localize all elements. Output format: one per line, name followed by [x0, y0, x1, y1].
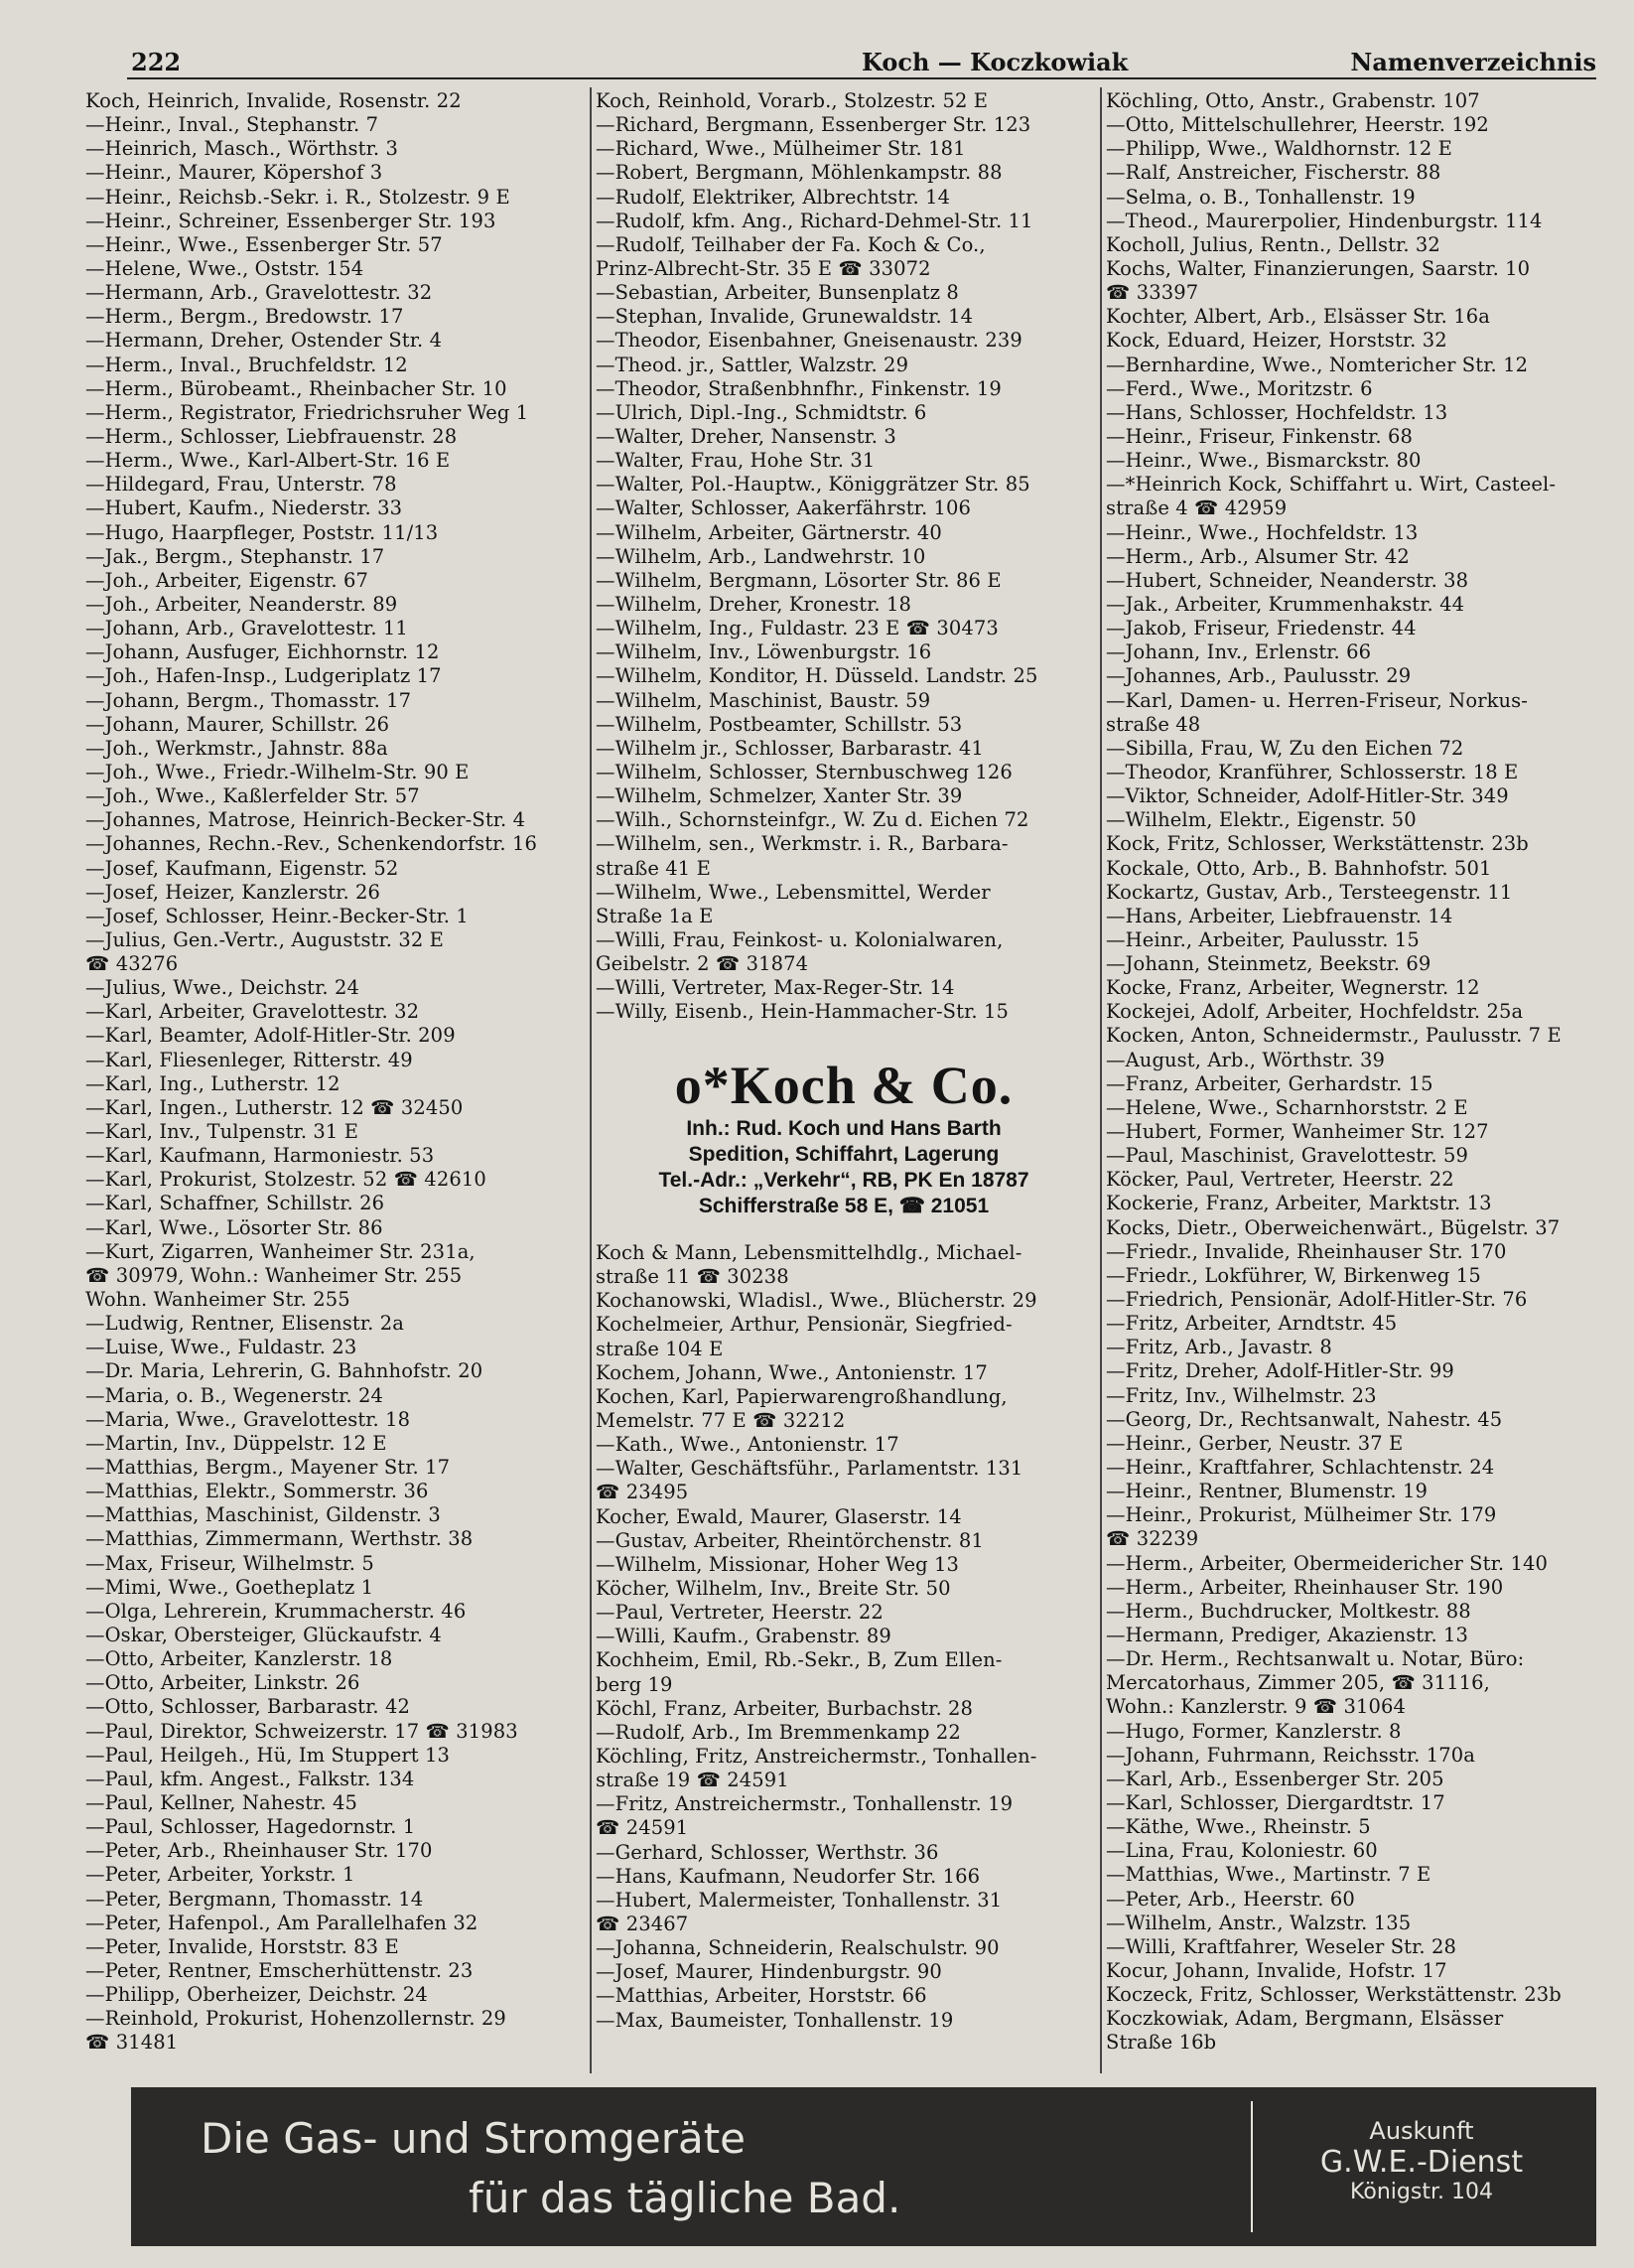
directory-entry-line: —Martin, Inv., Düppelstr. 12 E: [85, 1431, 387, 1455]
directory-entry-line: —Richard, Wwe., Mülheimer Str. 181: [596, 137, 966, 161]
directory-column-2-top: [596, 89, 1072, 1024]
directory-entry-line: —Matthias, Arbeiter, Horststr. 66: [596, 1984, 927, 2008]
directory-entry-line: Köcher, Wilhelm, Inv., Breite Str. 50: [596, 1576, 951, 1600]
directory-entry-line: —Hermann, Dreher, Ostender Str. 4: [85, 329, 443, 353]
directory-entry-line: —Joh., Wwe., Friedr.-Wilhelm-Str. 90 E: [85, 760, 470, 783]
directory-entry-line: —Viktor, Schneider, Adolf-Hitler-Str. 349: [1106, 784, 1509, 808]
directory-entry-line: —Oskar, Obersteiger, Glückaufstr. 4: [85, 1624, 442, 1646]
directory-entry-line: —Stephan, Invalide, Grunewaldstr. 14: [596, 305, 974, 329]
directory-entry-line: —Fritz, Arbeiter, Arndtstr. 45: [1106, 1312, 1398, 1336]
directory-entry-line: —Hermann, Arb., Gravelottestr. 32: [85, 281, 433, 305]
directory-entry-line: —Mimi, Wwe., Goetheplatz 1: [85, 1575, 374, 1599]
directory-entry-line: —Wilhelm, Ing., Fuldastr. 23 E ☎ 30473: [596, 617, 999, 640]
directory-entry-line: ☎ 33397: [1106, 281, 1199, 305]
directory-entry-line: —Paul, Maschinist, Gravelottestr. 59: [1106, 1144, 1469, 1168]
directory-entry-line: —Karl, Damen- u. Herren-Friseur, Norkus-: [1106, 688, 1528, 712]
directory-entry-line: —Johann, Inv., Erlenstr. 66: [1106, 640, 1372, 664]
directory-entry-line: —Ralf, Anstreicher, Fischerstr. 88: [1106, 161, 1441, 185]
directory-entry-line: —Karl, Arb., Essenberger Str. 205: [1106, 1767, 1444, 1790]
directory-entry-line: Memelstr. 77 E ☎ 32212: [596, 1408, 846, 1432]
directory-entry-line: —Maria, Wwe., Gravelottestr. 18: [85, 1407, 411, 1431]
directory-entry-line: —Johannes, Rechn.-Rev., Schenkendorfstr. 16: [85, 832, 538, 856]
directory-entry-line: —Wilhelm, Missionar, Hoher Weg 13: [596, 1552, 960, 1576]
directory-entry-line: —Theod. jr., Sattler, Walzstr. 29: [596, 353, 909, 376]
directory-entry-line: —Georg, Dr., Rechtsanwalt, Nahestr. 45: [1106, 1407, 1503, 1431]
directory-entry-line: Kochelmeier, Arthur, Pensionär, Siegfried-: [596, 1313, 1013, 1337]
directory-entry-line: ☎ 43276: [85, 952, 179, 976]
directory-entry-line: Straße 16b: [1106, 2031, 1217, 2055]
directory-entry-line: —Karl, Schaffner, Schillstr. 26: [85, 1192, 385, 1215]
directory-entry-line: —Karl, Schlosser, Diergardtstr. 17: [1106, 1790, 1445, 1814]
directory-entry-line: ☎ 23467: [596, 1912, 689, 1935]
section-title: Namenverzeichnis: [1350, 48, 1596, 76]
directory-entry-line: —Hubert, Kaufm., Niederstr. 33: [85, 496, 403, 520]
directory-entry-line: —Luise, Wwe., Fuldastr. 23: [85, 1336, 357, 1359]
directory-entry-line: —Paul, Heilgeh., Hü, Im Stuppert 13: [85, 1743, 451, 1767]
directory-entry-line: —Selma, o. B., Tonhallenstr. 19: [1106, 185, 1416, 209]
directory-entry-line: —Gustav, Arbeiter, Rheintörchenstr. 81: [596, 1528, 984, 1552]
directory-entry-line: —Karl, Wwe., Lösorter Str. 86: [85, 1215, 383, 1239]
directory-entry-line: —Kurt, Zigarren, Wanheimer Str. 231a,: [85, 1239, 476, 1263]
directory-entry-line: —Johann, Fuhrmann, Reichsstr. 170a: [1106, 1743, 1475, 1767]
directory-entry-line: —Walter, Geschäftsführ., Parlamentstr. 131: [596, 1457, 1023, 1481]
koch-co-advertisement: [596, 1055, 1092, 1223]
directory-entry-line: —Wilhelm, Postbeamter, Schillstr. 53: [596, 712, 963, 736]
directory-entry-line: —*Heinrich Kock, Schiffahrt u. Wirt, Casteel-: [1106, 473, 1557, 496]
directory-entry-line: —Wilhelm, Elektr., Eigenstr. 50: [1106, 808, 1417, 832]
directory-entry-line: —Theod., Maurerpolier, Hindenburgstr. 114: [1106, 209, 1543, 232]
directory-entry-line: —Herm., Bergm., Bredowstr. 17: [85, 305, 404, 329]
directory-entry-line: —Helene, Wwe., Oststr. 154: [85, 256, 364, 280]
directory-entry-line: —Hugo, Former, Kanzlerstr. 8: [1106, 1719, 1402, 1743]
directory-entry-line: —Hans, Schlosser, Hochfeldstr. 13: [1106, 400, 1448, 424]
banner-contact-label: Auskunft: [1369, 2117, 1474, 2145]
directory-entry-line: —Fritz, Dreher, Adolf-Hitler-Str. 99: [1106, 1359, 1454, 1383]
directory-entry-line: —Herm., Arb., Alsumer Str. 42: [1106, 544, 1410, 568]
directory-entry-line: —Peter, Arb., Rheinhauser Str. 170: [85, 1839, 433, 1863]
directory-entry-line: —Herm., Schlosser, Liebfrauenstr. 28: [85, 424, 458, 448]
directory-entry-line: —Josef, Kaufmann, Eigenstr. 52: [85, 856, 399, 880]
directory-entry-line: Kockejei, Adolf, Arbeiter, Hochfeldstr. 25a: [1106, 1000, 1524, 1024]
ad-telegram: Tel.-Adr.: „Verkehr“, RB, PK En 18787: [658, 1169, 1029, 1192]
directory-entry-line: —Theodor, Straßenbhnfhr., Finkenstr. 19: [596, 376, 1002, 400]
directory-entry-line: —Herm., Wwe., Karl-Albert-Str. 16 E: [85, 449, 451, 473]
directory-entry-line: —Heinr., Wwe., Hochfeldstr. 13: [1106, 520, 1419, 544]
directory-entry-line: ☎ 30979, Wohn.: Wanheimer Str. 255: [85, 1263, 463, 1287]
directory-entry-line: —Fritz, Anstreichermstr., Tonhallenstr. 19: [596, 1792, 1014, 1816]
directory-entry-line: —Karl, Prokurist, Stolzestr. 52 ☎ 42610: [85, 1168, 486, 1192]
directory-entry-line: —Josef, Maurer, Hindenburgstr. 90: [596, 1960, 942, 1984]
directory-entry-line: —Bernhardine, Wwe., Nomtericher Str. 12: [1106, 353, 1529, 376]
directory-entry-line: —Wilhelm, Wwe., Lebensmittel, Werder: [596, 880, 991, 904]
directory-entry-line: Köchling, Otto, Anstr., Grabenstr. 107: [1106, 89, 1480, 112]
directory-entry-line: —Paul, Vertreter, Heerstr. 22: [596, 1601, 884, 1625]
directory-entry-line: —Paul, Kellner, Nahestr. 45: [85, 1790, 358, 1814]
directory-entry-line: —Willi, Kaufm., Grabenstr. 89: [596, 1625, 891, 1648]
directory-entry-line: —Matthias, Elektr., Sommerstr. 36: [85, 1480, 429, 1503]
directory-entry-line: —Walter, Dreher, Nansenstr. 3: [596, 424, 896, 448]
directory-entry-line: —Hildegard, Frau, Unterstr. 78: [85, 473, 397, 496]
directory-entry-line: —Heinr., Gerber, Neustr. 37 E: [1106, 1431, 1404, 1455]
directory-entry-line: —Johannes, Arb., Paulusstr. 29: [1106, 664, 1412, 688]
directory-entry-line: —Paul, Direktor, Schweizerstr. 17 ☎ 31983: [85, 1719, 518, 1743]
directory-entry-line: berg 19: [596, 1672, 673, 1696]
directory-entry-line: —Kath., Wwe., Antonienstr. 17: [596, 1433, 899, 1457]
banner-slogan: [201, 2109, 900, 2228]
directory-entry-line: —Herm., Registrator, Friedrichsruher Weg 1: [85, 400, 529, 424]
column-divider: [590, 87, 592, 2073]
directory-entry-line: —Hubert, Former, Wanheimer Str. 127: [1106, 1120, 1489, 1144]
banner-contact: [1273, 2117, 1570, 2204]
directory-entry-line: —Käthe, Wwe., Rheinstr. 5: [1106, 1815, 1371, 1839]
directory-entry-line: Köchling, Fritz, Anstreichermstr., Tonhallen-: [596, 1744, 1037, 1768]
directory-entry-line: —Wilhelm, Arb., Landwehrstr. 10: [596, 544, 926, 568]
directory-entry-line: Köchl, Franz, Arbeiter, Burbachstr. 28: [596, 1696, 974, 1720]
directory-entry-line: —Paul, Schlosser, Hagedornstr. 1: [85, 1815, 416, 1839]
directory-entry-line: —Walter, Pol.-Hauptw., Königgrätzer Str. 85: [596, 473, 1030, 496]
directory-entry-line: —Heinr., Arbeiter, Paulusstr. 15: [1106, 927, 1420, 951]
directory-entry-line: —Max, Baumeister, Tonhallenstr. 19: [596, 2008, 954, 2032]
directory-entry-line: —Johann, Bergm., Thomasstr. 17: [85, 688, 412, 712]
directory-entry-line: Koczeck, Fritz, Schlosser, Werkstättenstr. 23b: [1106, 1983, 1562, 2007]
directory-entry-line: —Julius, Gen.-Vertr., Auguststr. 32 E: [85, 927, 445, 951]
directory-entry-line: Geibelstr. 2 ☎ 31874: [596, 952, 809, 976]
directory-entry-line: —Heinrich, Masch., Wörthstr. 3: [85, 137, 398, 161]
directory-entry-line: —Hans, Kaufmann, Neudorfer Str. 166: [596, 1864, 981, 1888]
directory-entry-line: —Wilhelm, Dreher, Kronestr. 18: [596, 592, 912, 616]
directory-entry-line: —Karl, Beamter, Adolf-Hitler-Str. 209: [85, 1024, 456, 1048]
directory-entry-line: —Ulrich, Dipl.-Ing., Schmidtstr. 6: [596, 400, 927, 424]
directory-entry-line: —Jak., Arbeiter, Krummenhakstr. 44: [1106, 592, 1465, 616]
directory-entry-line: —Heinr., Wwe., Essenberger Str. 57: [85, 232, 443, 256]
directory-entry-line: —Walter, Schlosser, Aakerfährstr. 106: [596, 496, 972, 520]
directory-entry-line: —Otto, Mittelschullehrer, Heerstr. 192: [1106, 113, 1489, 137]
banner-contact-name: G.W.E.-Dienst: [1319, 2145, 1524, 2180]
directory-entry-line: Koch, Reinhold, Vorarb., Stolzestr. 52 E: [596, 89, 989, 112]
directory-entry-line: —Hans, Arbeiter, Liebfrauenstr. 14: [1106, 904, 1453, 927]
directory-entry-line: —Peter, Bergmann, Thomasstr. 14: [85, 1887, 424, 1911]
directory-entry-line: —Wilhelm, Anstr., Walzstr. 135: [1106, 1911, 1412, 1934]
directory-entry-line: Kochter, Albert, Arb., Elsässer Str. 16a: [1106, 305, 1490, 329]
directory-entry-line: straße 104 E: [596, 1337, 724, 1360]
gwe-advertisement-banner: [131, 2087, 1596, 2246]
ad-title: o*Koch & Co.: [674, 1056, 1014, 1115]
ad-business: Spedition, Schiffahrt, Lagerung: [688, 1143, 1000, 1166]
directory-entry-line: —Sibilla, Frau, W, Zu den Eichen 72: [1106, 736, 1464, 760]
directory-column-3: [1106, 89, 1582, 2055]
directory-entry-line: —Johann, Maurer, Schillstr. 26: [85, 712, 390, 736]
directory-entry-line: —Peter, Hafenpol., Am Parallelhafen 32: [85, 1911, 478, 1934]
directory-entry-line: ☎ 24591: [596, 1816, 689, 1840]
directory-entry-line: —Rudolf, Teilhaber der Fa. Koch & Co.,: [596, 232, 986, 256]
directory-entry-line: —Hermann, Prediger, Akazienstr. 13: [1106, 1624, 1469, 1646]
directory-entry-line: —Friedr., Lokführer, W, Birkenweg 15: [1106, 1263, 1481, 1287]
ad-owners: Inh.: Rud. Koch und Hans Barth: [686, 1117, 1002, 1140]
directory-entry-line: —Peter, Arb., Heerstr. 60: [1106, 1887, 1355, 1911]
directory-entry-line: Koch & Mann, Lebensmittelhdlg., Michael-: [596, 1241, 1022, 1264]
directory-entry-line: —Karl, Fliesenleger, Ritterstr. 49: [85, 1048, 413, 1071]
directory-entry-line: —Matthias, Zimmermann, Werthstr. 38: [85, 1527, 474, 1551]
directory-entry-line: —Joh., Hafen-Insp., Ludgeriplatz 17: [85, 664, 442, 688]
ad-address: Schifferstraße 58 E, ☎ 21051: [698, 1195, 990, 1217]
directory-entry-line: —Joh., Wwe., Kaßlerfelder Str. 57: [85, 784, 420, 808]
directory-entry-line: —Peter, Arbeiter, Yorkstr. 1: [85, 1863, 355, 1887]
directory-entry-line: —Johanna, Schneiderin, Realschulstr. 90: [596, 1936, 1000, 1960]
directory-entry-line: straße 48: [1106, 712, 1201, 736]
directory-entry-line: —Joh., Arbeiter, Neanderstr. 89: [85, 592, 398, 616]
directory-entry-line: —Wilhelm, Inv., Löwenburgstr. 16: [596, 640, 932, 664]
directory-entry-line: —Herm., Arbeiter, Obermeidericher Str. 140: [1106, 1551, 1548, 1575]
directory-entry-line: —Richard, Bergmann, Essenberger Str. 123: [596, 113, 1031, 137]
directory-entry-line: Mercatorhaus, Zimmer 205, ☎ 31116,: [1106, 1671, 1490, 1695]
directory-entry-line: Kocken, Anton, Schneidermstr., Paulusstr. 7 E: [1106, 1024, 1562, 1048]
directory-entry-line: —Helene, Wwe., Scharnhorststr. 2 E: [1106, 1095, 1468, 1119]
directory-entry-line: Kock, Fritz, Schlosser, Werkstättenstr. 23b: [1106, 832, 1529, 856]
directory-entry-line: Kock, Eduard, Heizer, Horststr. 32: [1106, 329, 1447, 353]
directory-entry-line: —Philipp, Wwe., Waldhornstr. 12 E: [1106, 137, 1452, 161]
directory-entry-line: —Franz, Arbeiter, Gerhardstr. 15: [1106, 1071, 1433, 1095]
directory-entry-line: —Heinr., Kraftfahrer, Schlachtenstr. 24: [1106, 1456, 1495, 1480]
banner-line-2: für das tägliche Bad.: [469, 2174, 901, 2222]
directory-entry-line: —Otto, Arbeiter, Linkstr. 26: [85, 1671, 360, 1695]
directory-entry-line: Kockale, Otto, Arb., B. Bahnhofstr. 501: [1106, 856, 1492, 880]
directory-entry-line: —August, Arb., Wörthstr. 39: [1106, 1048, 1386, 1071]
directory-entry-line: Kockerie, Franz, Arbeiter, Marktstr. 13: [1106, 1192, 1492, 1215]
directory-column-1: [85, 89, 562, 2055]
directory-entry-line: —Willi, Kraftfahrer, Weseler Str. 28: [1106, 1934, 1456, 1958]
directory-entry-line: —Jak., Bergm., Stephanstr. 17: [85, 544, 385, 568]
directory-entry-line: Kochanowski, Wladisl., Wwe., Blücherstr. 29: [596, 1289, 1037, 1313]
directory-entry-line: —Wilhelm, Schmelzer, Xanter Str. 39: [596, 784, 963, 808]
directory-entry-line: —Johann, Ausfuger, Eichhornstr. 12: [85, 640, 440, 664]
directory-entry-line: —Karl, Inv., Tulpenstr. 31 E: [85, 1120, 359, 1144]
directory-entry-line: —Otto, Schlosser, Barbarastr. 42: [85, 1695, 411, 1719]
directory-entry-line: Koch, Heinrich, Invalide, Rosenstr. 22: [85, 89, 462, 112]
directory-entry-line: —Wilh., Schornsteinfgr., W. Zu d. Eichen 72: [596, 808, 1029, 832]
directory-entry-line: —Karl, Arbeiter, Gravelottestr. 32: [85, 1000, 420, 1024]
banner-contact-address: Königstr. 104: [1350, 2180, 1493, 2204]
directory-entry-line: —Wilhelm, Bergmann, Lösorter Str. 86 E: [596, 568, 1002, 592]
directory-entry-line: —Matthias, Bergm., Mayener Str. 17: [85, 1456, 451, 1480]
directory-entry-line: —Josef, Schlosser, Heinr.-Becker-Str. 1: [85, 904, 469, 927]
directory-entry-line: —Theodor, Kranführer, Schlosserstr. 18 E: [1106, 760, 1519, 783]
directory-entry-line: —Friedrich, Pensionär, Adolf-Hitler-Str. 76: [1106, 1288, 1528, 1312]
directory-entry-line: —Karl, Ingen., Lutherstr. 12 ☎ 32450: [85, 1095, 464, 1119]
directory-entry-line: ☎ 31481: [85, 2031, 179, 2055]
directory-entry-line: —Willi, Vertreter, Max-Reger-Str. 14: [596, 976, 955, 1000]
directory-entry-line: Kocke, Franz, Arbeiter, Wegnerstr. 12: [1106, 976, 1480, 1000]
directory-entry-line: —Robert, Bergmann, Möhlenkampstr. 88: [596, 161, 1003, 185]
directory-entry-line: —Wilhelm, sen., Werkmstr. i. R., Barbara-: [596, 832, 1009, 856]
directory-entry-line: —Olga, Lehrerein, Krummacherstr. 46: [85, 1599, 467, 1623]
directory-entry-line: —Paul, kfm. Angest., Falkstr. 134: [85, 1767, 415, 1790]
directory-entry-line: —Hubert, Malermeister, Tonhallenstr. 31: [596, 1888, 1003, 1912]
directory-entry-line: —Jakob, Friseur, Friedenstr. 44: [1106, 617, 1417, 640]
directory-entry-line: Kochs, Walter, Finanzierungen, Saarstr. 10: [1106, 256, 1531, 280]
directory-entry-line: —Philipp, Oberheizer, Deichstr. 24: [85, 1983, 428, 2007]
directory-entry-line: —Willy, Eisenb., Hein-Hammacher-Str. 15: [596, 1000, 1009, 1024]
directory-entry-line: —Matthias, Maschinist, Gildenstr. 3: [85, 1503, 441, 1527]
directory-entry-line: —Johann, Steinmetz, Beekstr. 69: [1106, 952, 1431, 976]
directory-entry-line: Kocks, Dietr., Oberweichenwärt., Bügelstr. 37: [1106, 1215, 1561, 1239]
directory-entry-line: Wohn. Wanheimer Str. 255: [85, 1288, 350, 1312]
directory-entry-line: —Herm., Inval., Bruchfeldstr. 12: [85, 353, 408, 376]
directory-entry-line: Wohn.: Kanzlerstr. 9 ☎ 31064: [1106, 1695, 1407, 1719]
directory-entry-line: —Hubert, Schneider, Neanderstr. 38: [1106, 568, 1469, 592]
directory-entry-line: —Maria, o. B., Wegenerstr. 24: [85, 1383, 383, 1407]
directory-entry-line: —Heinr., Rentner, Blumenstr. 19: [1106, 1480, 1428, 1503]
directory-entry-line: —Matthias, Wwe., Martinstr. 7 E: [1106, 1863, 1431, 1887]
directory-entry-line: —Herm., Bürobeamt., Rheinbacher Str. 10: [85, 376, 507, 400]
directory-entry-line: —Hugo, Haarpfleger, Poststr. 11/13: [85, 520, 439, 544]
directory-entry-line: —Max, Friseur, Wilhelmstr. 5: [85, 1551, 374, 1575]
page-number: 222: [131, 48, 182, 76]
directory-entry-line: —Sebastian, Arbeiter, Bunsenplatz 8: [596, 281, 959, 305]
directory-entry-line: Kockartz, Gustav, Arb., Tersteegenstr. 11: [1106, 880, 1513, 904]
directory-entry-line: Kocher, Ewald, Maurer, Glaserstr. 14: [596, 1504, 962, 1528]
directory-entry-line: —Wilhelm, Maschinist, Baustr. 59: [596, 688, 931, 712]
directory-entry-line: —Rudolf, Arb., Im Bremmenkamp 22: [596, 1720, 961, 1744]
directory-entry-line: —Karl, Kaufmann, Harmoniestr. 53: [85, 1144, 435, 1168]
directory-entry-line: straße 4 ☎ 42959: [1106, 496, 1288, 520]
directory-entry-line: —Lina, Frau, Koloniestr. 60: [1106, 1839, 1378, 1863]
directory-entry-line: —Willi, Frau, Feinkost- u. Kolonialwaren,: [596, 927, 1004, 951]
directory-entry-line: Kocholl, Julius, Rentn., Dellstr. 32: [1106, 232, 1440, 256]
directory-entry-line: —Johann, Arb., Gravelottestr. 11: [85, 617, 408, 640]
column-divider: [1100, 87, 1102, 2073]
directory-entry-line: —Rudolf, kfm. Ang., Richard-Dehmel-Str. 11: [596, 209, 1033, 232]
directory-entry-line: —Joh., Arbeiter, Eigenstr. 67: [85, 568, 369, 592]
directory-entry-line: —Fritz, Inv., Wilhelmstr. 23: [1106, 1383, 1377, 1407]
directory-entry-line: —Herm., Arbeiter, Rheinhauser Str. 190: [1106, 1575, 1504, 1599]
directory-entry-line: Kochen, Karl, Papierwarengroßhandlung,: [596, 1384, 1008, 1408]
directory-entry-line: straße 41 E: [596, 856, 711, 880]
directory-entry-line: —Peter, Rentner, Emscherhüttenstr. 23: [85, 1958, 474, 1982]
directory-entry-line: —Walter, Frau, Hohe Str. 31: [596, 449, 876, 473]
directory-entry-line: —Wilhelm, Schlosser, Sternbuschweg 126: [596, 760, 1013, 783]
banner-line-1: Die Gas- und Stromgeräte: [201, 2114, 747, 2163]
directory-entry-line: —Theodor, Eisenbahner, Gneisenaustr. 239: [596, 329, 1022, 353]
directory-entry-line: —Gerhard, Schlosser, Werthstr. 36: [596, 1840, 939, 1864]
directory-entry-line: —Herm., Buchdrucker, Moltkestr. 88: [1106, 1599, 1471, 1623]
directory-entry-line: —Friedr., Invalide, Rheinhauser Str. 170: [1106, 1239, 1507, 1263]
banner-divider: [1251, 2101, 1253, 2232]
directory-entry-line: —Heinr., Maurer, Köpershof 3: [85, 161, 383, 185]
directory-entry-line: Prinz-Albrecht-Str. 35 E ☎ 33072: [596, 256, 931, 280]
directory-entry-line: —Heinr., Friseur, Finkenstr. 68: [1106, 424, 1413, 448]
directory-entry-line: —Heinr., Wwe., Bismarckstr. 80: [1106, 449, 1422, 473]
directory-entry-line: —Josef, Heizer, Kanzlerstr. 26: [85, 880, 381, 904]
directory-entry-line: ☎ 32239: [1106, 1527, 1199, 1551]
directory-entry-line: —Heinr., Prokurist, Mülheimer Str. 179: [1106, 1503, 1497, 1527]
directory-entry-line: —Wilhelm jr., Schlosser, Barbarastr. 41: [596, 736, 984, 760]
directory-column-2-bottom: [596, 1241, 1072, 2033]
directory-entry-line: —Heinr., Inval., Stephanstr. 7: [85, 113, 379, 137]
directory-entry-line: Straße 1a E: [596, 904, 714, 927]
directory-entry-line: —Joh., Werkmstr., Jahnstr. 88a: [85, 736, 388, 760]
directory-entry-line: —Wilhelm, Konditor, H. Düsseld. Landstr. 25: [596, 664, 1038, 688]
directory-entry-line: Koczkowiak, Adam, Bergmann, Elsässer: [1106, 2007, 1504, 2031]
directory-entry-line: —Johannes, Matrose, Heinrich-Becker-Str. 4: [85, 808, 526, 832]
directory-entry-line: straße 11 ☎ 30238: [596, 1265, 789, 1289]
directory-entry-line: —Dr. Maria, Lehrerin, G. Bahnhofstr. 20: [85, 1359, 483, 1383]
directory-entry-line: Kochheim, Emil, Rb.-Sekr., B, Zum Ellen-: [596, 1648, 1003, 1672]
directory-entry-line: —Karl, Ing., Lutherstr. 12: [85, 1071, 340, 1095]
directory-entry-line: —Julius, Wwe., Deichstr. 24: [85, 976, 360, 1000]
running-head: Koch — Koczkowiak: [862, 48, 1129, 76]
directory-entry-line: Köcker, Paul, Vertreter, Heerstr. 22: [1106, 1168, 1454, 1192]
directory-entry-line: —Ludwig, Rentner, Elisenstr. 2a: [85, 1312, 404, 1336]
directory-entry-line: —Otto, Arbeiter, Kanzlerstr. 18: [85, 1647, 393, 1671]
directory-entry-line: —Rudolf, Elektriker, Albrechtstr. 14: [596, 185, 951, 209]
directory-entry-line: straße 19 ☎ 24591: [596, 1769, 789, 1792]
directory-entry-line: —Wilhelm, Arbeiter, Gärtnerstr. 40: [596, 520, 942, 544]
directory-entry-line: —Reinhold, Prokurist, Hohenzollernstr. 29: [85, 2007, 506, 2031]
directory-entry-line: —Heinr., Schreiner, Essenberger Str. 193: [85, 209, 496, 232]
directory-entry-line: Kochem, Johann, Wwe., Antonienstr. 17: [596, 1360, 988, 1384]
directory-entry-line: —Peter, Invalide, Horststr. 83 E: [85, 1934, 399, 1958]
directory-entry-line: —Dr. Herm., Rechtsanwalt u. Notar, Büro:: [1106, 1647, 1525, 1671]
directory-entry-line: Kocur, Johann, Invalide, Hofstr. 17: [1106, 1958, 1447, 1982]
running-header: [127, 44, 1596, 79]
directory-entry-line: —Heinr., Reichsb.-Sekr. i. R., Stolzestr. 9 E: [85, 185, 510, 209]
directory-entry-line: —Fritz, Arb., Javastr. 8: [1106, 1336, 1332, 1359]
directory-entry-line: ☎ 23495: [596, 1481, 689, 1504]
directory-entry-line: —Ferd., Wwe., Moritzstr. 6: [1106, 376, 1373, 400]
